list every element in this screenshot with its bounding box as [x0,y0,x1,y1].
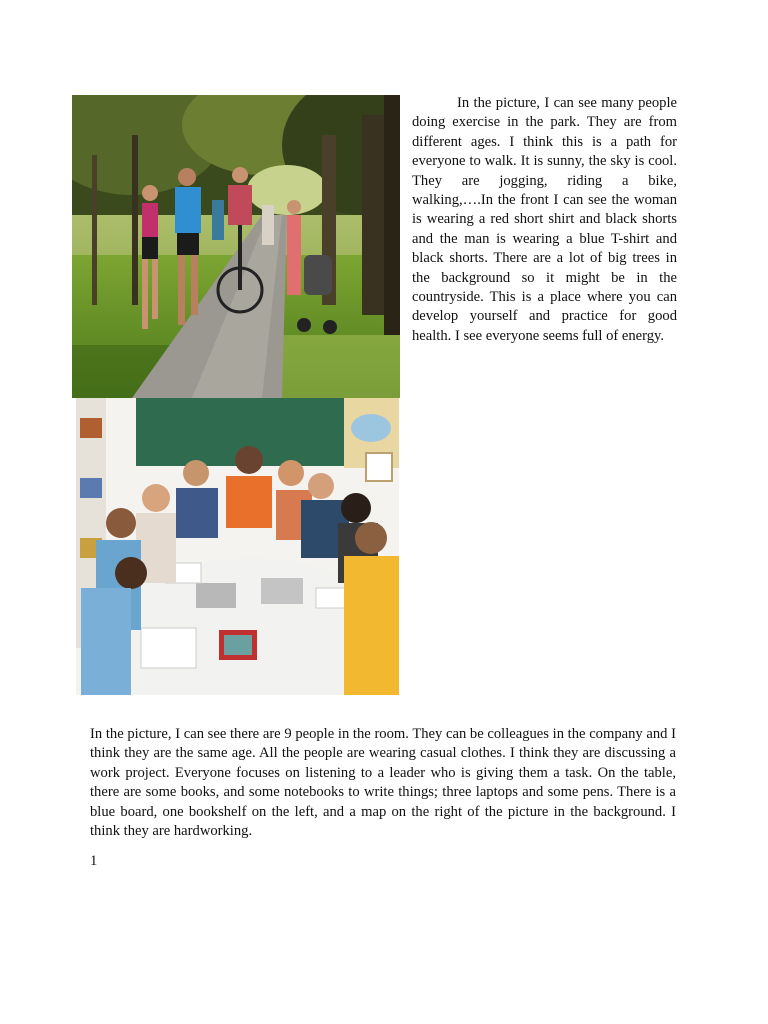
park-exercise-photo [72,95,400,398]
park-description-paragraph: In the picture, I can see many people doing exercise in the park. They are from different ages. I think this is a path for everyone to walk. It is sunny, the sky is cool. They are jogging, riding a bike, walking,….In the front I can see the woman is wearing a red short shirt and black shorts and the man is wearing a blue T-shirt and black shorts. There are a lot of big trees in the background so it might be in the countryside. This is a place where you can develop yourself and practice for good health. I see everyone seems full of energy. [412,95,677,344]
classroom-description-paragraph: In the picture, I can see there are 9 people in the room. They can be colleagues in the company and I think they are the same age. All the people are wearing casual clothes. I think they are discussing a work project. Everyone focuses on listening to a leader who is giving them a task. On the table, there are some books, and some notebooks to write things; three laptops and some pens. There is a blue board, one bookshelf on the left, and a map on the right of the picture in the background. I think they are hardworking. [90,726,676,840]
page-number: 1 [90,853,98,869]
classroom-scene-illustration [76,398,399,695]
classroom-meeting-photo [76,398,399,695]
park-scene-illustration [72,95,400,398]
